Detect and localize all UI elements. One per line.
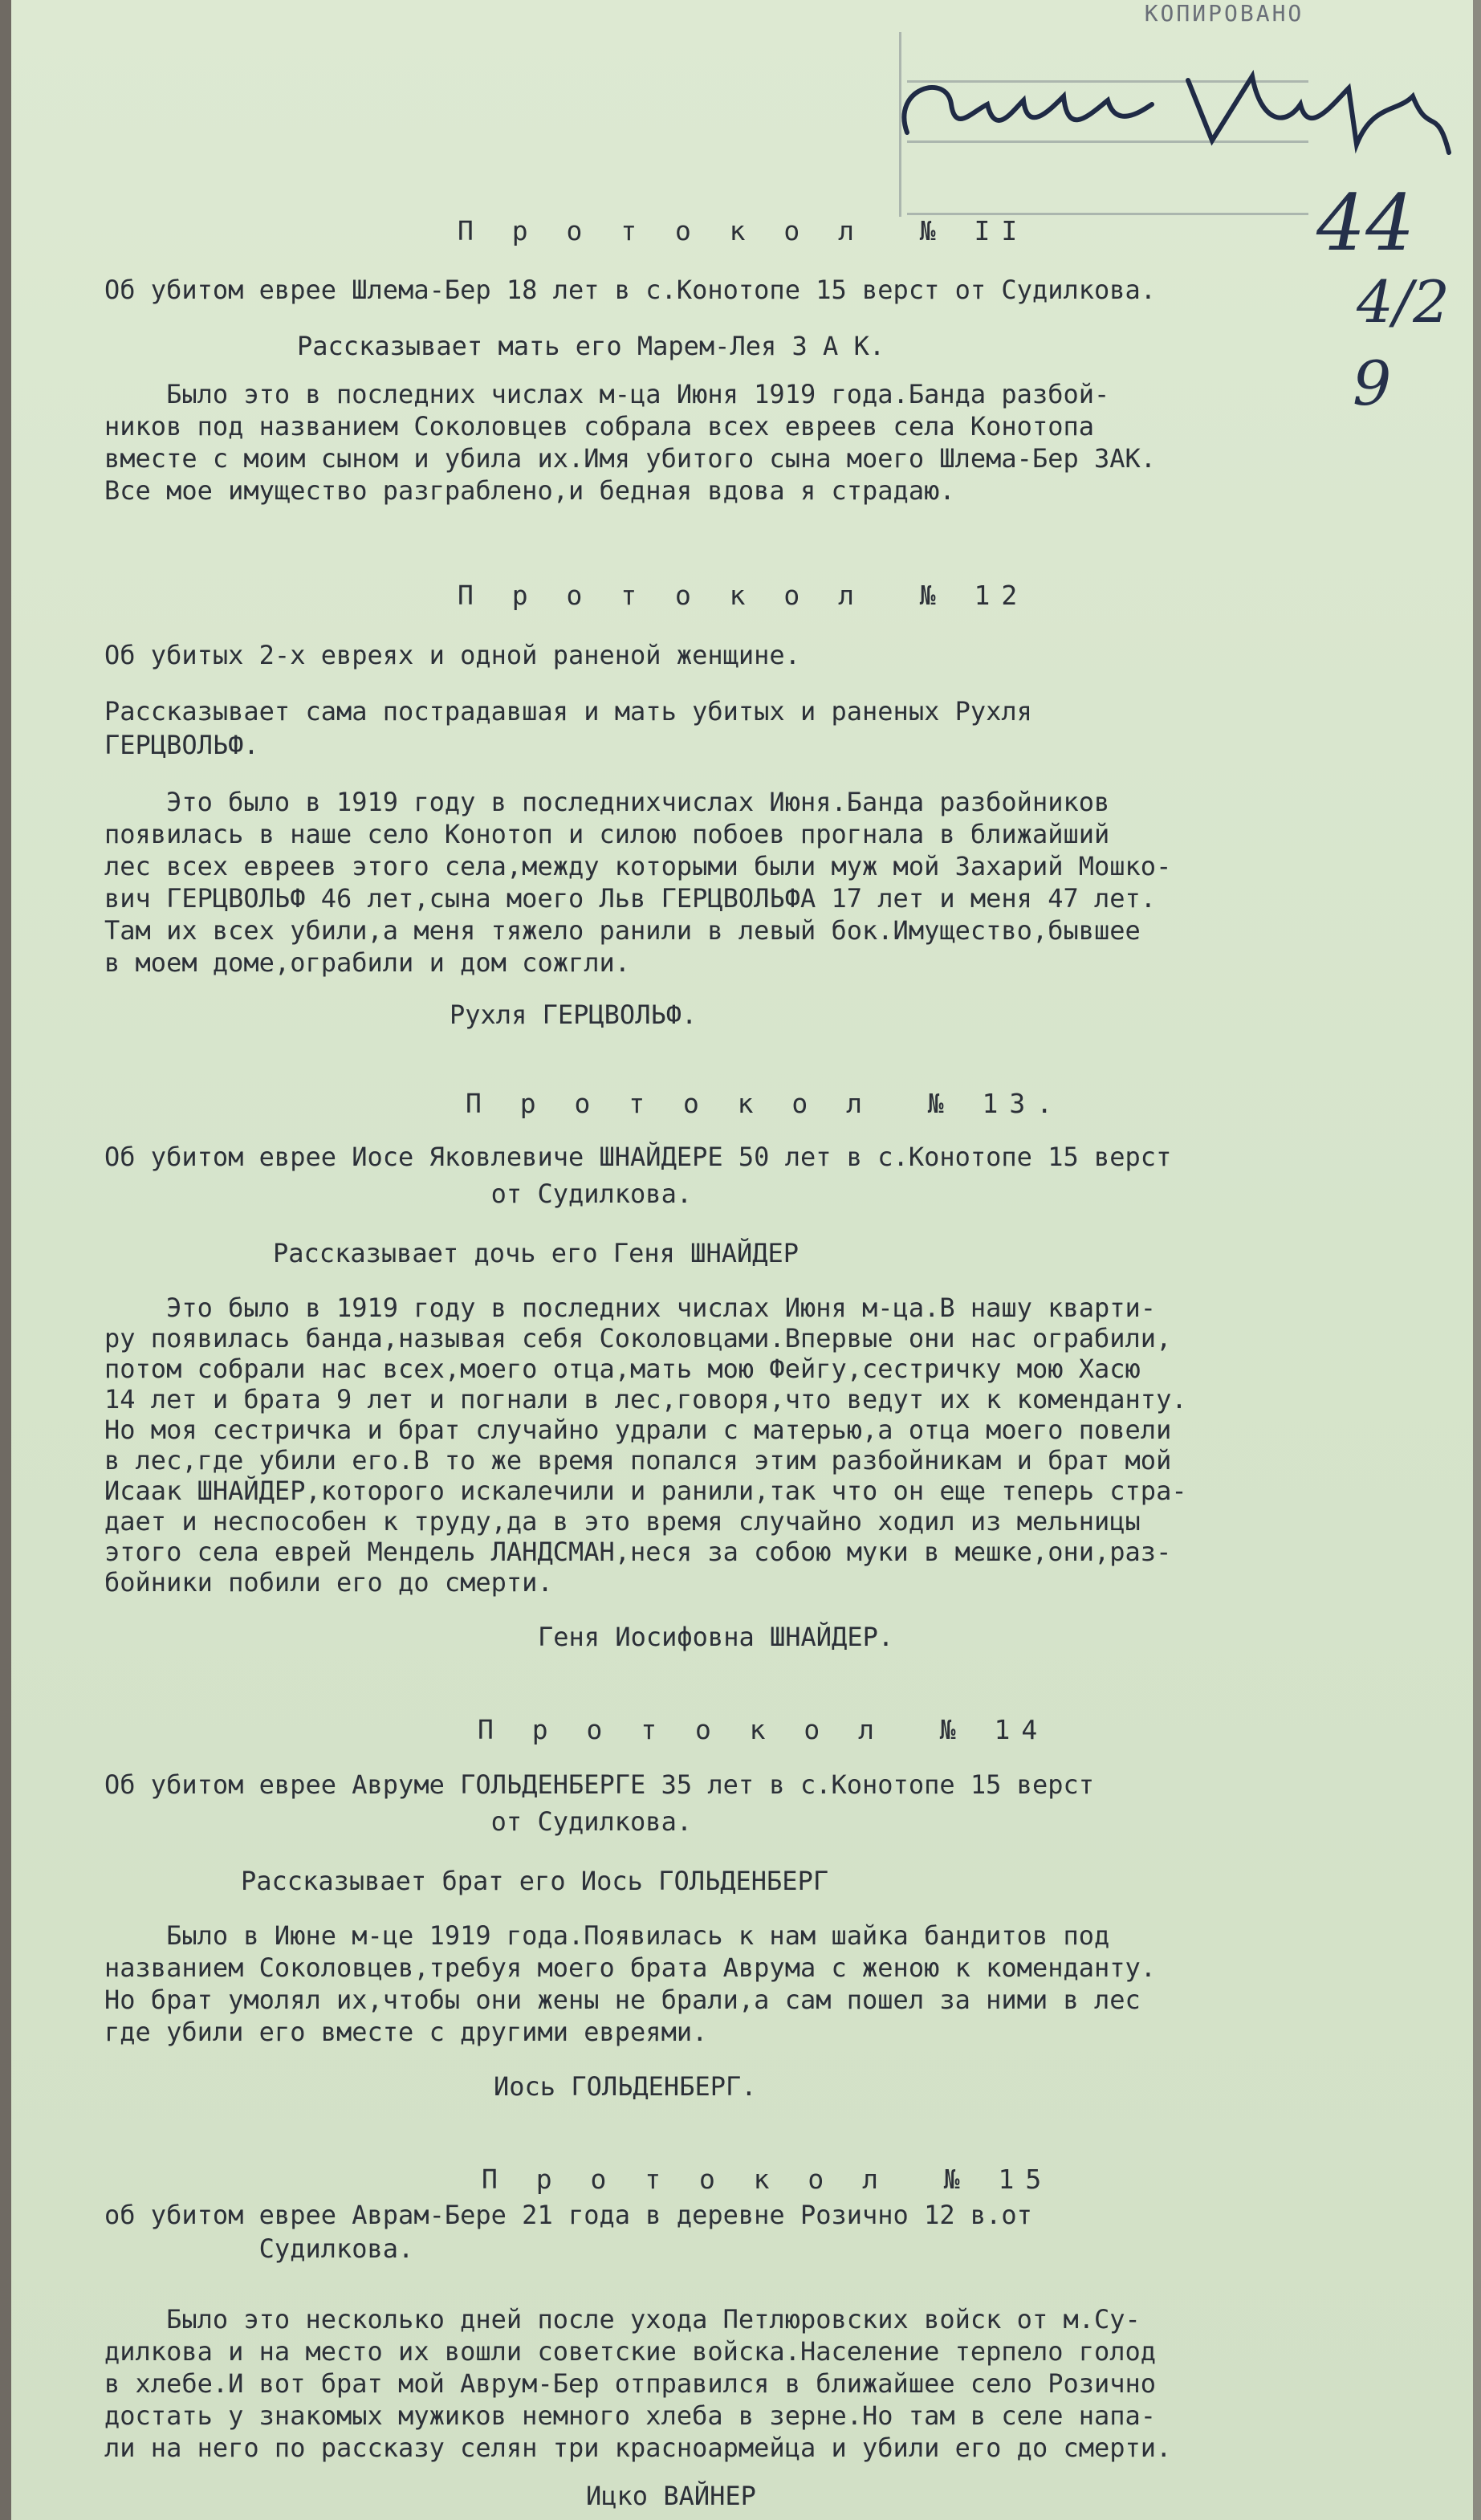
protocol-body-line: Это было в 1919 году в последних числах Июня м-ца.В нашу кварти- [104, 1293, 1157, 1323]
protocol-body-line: Исаак ШНАЙДЕР,которого искалечили и ранили,так что он еще теперь стра- [104, 1476, 1187, 1506]
protocol-signature: Геня Иосифовна ШНАЙДЕР. [538, 1622, 894, 1652]
handwritten-signature [875, 56, 1453, 161]
handwritten-fraction: 4/2 [1357, 268, 1450, 336]
protocol-body-line: дает и неспособен к труду,да в это время случайно ходил из мельницы [104, 1506, 1141, 1537]
protocol-heading: П р о т о к о л № 14 [478, 1714, 1049, 1745]
protocol-body-line: Но брат умолял их,чтобы они жены не брали,а сам пошел за ними в лес [104, 1985, 1141, 2015]
protocol-body-line: в моем доме,ограбили и дом сожгли. [104, 947, 631, 978]
protocol-heading: П р о т о к о л № 15 [482, 2164, 1053, 2195]
protocol-body-line: потом собрали нас всех,моего отца,мать мою Фейгу,сестричку мою Хасю [104, 1354, 1141, 1384]
protocol-body-line: ли на него по рассказу селян три красноармейца и убили его до смерти. [104, 2432, 1172, 2463]
protocol-body-line: дилкова и на место их вошли советские войска.Население терпело голод [104, 2336, 1157, 2367]
protocol-subject: об убитом еврее Аврам-Бере 21 года в деревне Розично 12 в.от Судилкова. [104, 2200, 1032, 2264]
top-stamp-text: КОПИРОВАНО [1144, 0, 1304, 26]
protocol-body-line: Но моя сестричка и брат случайно удрали с матерью,а отца моего повели [104, 1415, 1172, 1445]
protocol-narrator: Рассказывает дочь его Геня ШНАЙДЕР [273, 1238, 799, 1268]
protocol-narrator: Рассказывает мать его Марем-Лея З А К. [297, 331, 885, 361]
scan-edge-right [1473, 0, 1481, 2520]
protocol-body-line: ру появилась банда,называя себя Соколовцами.Впервые они нас ограбили, [104, 1323, 1172, 1354]
protocol-subject: Об убитом еврее Авруме ГОЛЬДЕНБЕРГЕ 35 лет в с.Конотопе 15 верст от Судилкова. [104, 1769, 1094, 1837]
protocol-body-line: Было это в последних числах м-ца Июня 1919 года.Банда разбой- [104, 379, 1110, 409]
protocol-subject: Об убитом еврее Иосе Яковлевиче ШНАЙДЕРЕ 50 лет в с.Конотопе 15 верст от Судилкова. [104, 1142, 1172, 1209]
protocol-body-line: Было это несколько дней после ухода Петлюровских войск от м.Су- [104, 2304, 1141, 2335]
protocol-body-line: Там их всех убили,а меня тяжело ранили в левый бок.Имущество,бывшее [104, 915, 1141, 946]
protocol-signature: Иось ГОЛЬДЕНБЕРГ. [494, 2071, 757, 2102]
protocol-body-line: бойники побили его до смерти. [104, 1567, 553, 1598]
protocol-heading: П р о т о к о л № 12 [458, 580, 1029, 611]
protocol-body-line: в хлебе.И вот брат мой Аврум-Бер отправился в ближайшее село Розично [104, 2368, 1157, 2399]
protocol-body-line: вместе с моим сыном и убила их.Имя убитого сына моего Шлема-Бер ЗАК. [104, 443, 1157, 474]
protocol-body-line: достать у знакомых мужиков немного хлеба в зерне.Но там в селе напа- [104, 2400, 1157, 2431]
protocol-body-line: лес всех евреев этого села,между которыми были муж мой Захарий Мошко- [104, 851, 1172, 881]
protocol-body-line: где убили его вместе с другими евреями. [104, 2017, 708, 2047]
protocol-signature: Ицко ВАЙНЕР [586, 2481, 756, 2511]
protocol-signature: Рухля ГЕРЦВОЛЬФ. [450, 999, 698, 1030]
protocol-body-line: в лес,где убили его.В то же время попался этим разбойникам и брат мой [104, 1445, 1172, 1476]
protocol-body-line: 14 лет и брата 9 лет и погнали в лес,говоря,что ведут их к коменданту. [104, 1384, 1187, 1415]
protocol-body-line: вич ГЕРЦВОЛЬФ 46 лет,сына моего Льв ГЕРЦВОЛЬФА 17 лет и меня 47 лет. [104, 883, 1157, 914]
protocol-body-line: Это было в 1919 году в последнихчислах Июня.Банда разбойников [104, 787, 1110, 817]
protocol-heading: П р о т о к о л № II [458, 215, 1029, 246]
scan-edge-left [0, 0, 11, 2520]
protocol-subject: Об убитых 2-х евреях и одной раненой женщине. [104, 640, 800, 670]
protocol-body-line: этого села еврей Мендель ЛАНДСМАН,неся за собою муки в мешке,они,раз- [104, 1537, 1172, 1567]
handwritten-folio-number: 44 [1316, 178, 1415, 268]
protocol-narrator: Рассказывает брат его Иось ГОЛЬДЕНБЕРГ [241, 1866, 829, 1896]
protocol-heading: П р о т о к о л № 13. [466, 1088, 1064, 1119]
protocol-body-line: появилась в наше село Конотоп и силою побоев прогнала в ближайший [104, 819, 1110, 849]
protocol-body-line: названием Соколовцев,требуя моего брата Аврума с женою к коменданту. [104, 1952, 1157, 1983]
protocol-body-line: Было в Июне м-це 1919 года.Появилась к нам шайка бандитов под [104, 1920, 1110, 1951]
protocol-narrator: Рассказывает сама пострадавшая и мать убитых и раненых Рухля ГЕРЦВОЛЬФ. [104, 696, 1032, 760]
protocol-body-line: ников под названием Соколовцев собрала всех евреев села Конотопа [104, 411, 1094, 442]
protocol-subject: Об убитом еврее Шлема-Бер 18 лет в с.Конотопе 15 верст от Судилкова. [104, 275, 1157, 305]
protocol-body-line: Все мое имущество разграблено,и бедная вдова я страдаю. [104, 475, 955, 506]
handwritten-page-number: 9 [1353, 348, 1392, 419]
